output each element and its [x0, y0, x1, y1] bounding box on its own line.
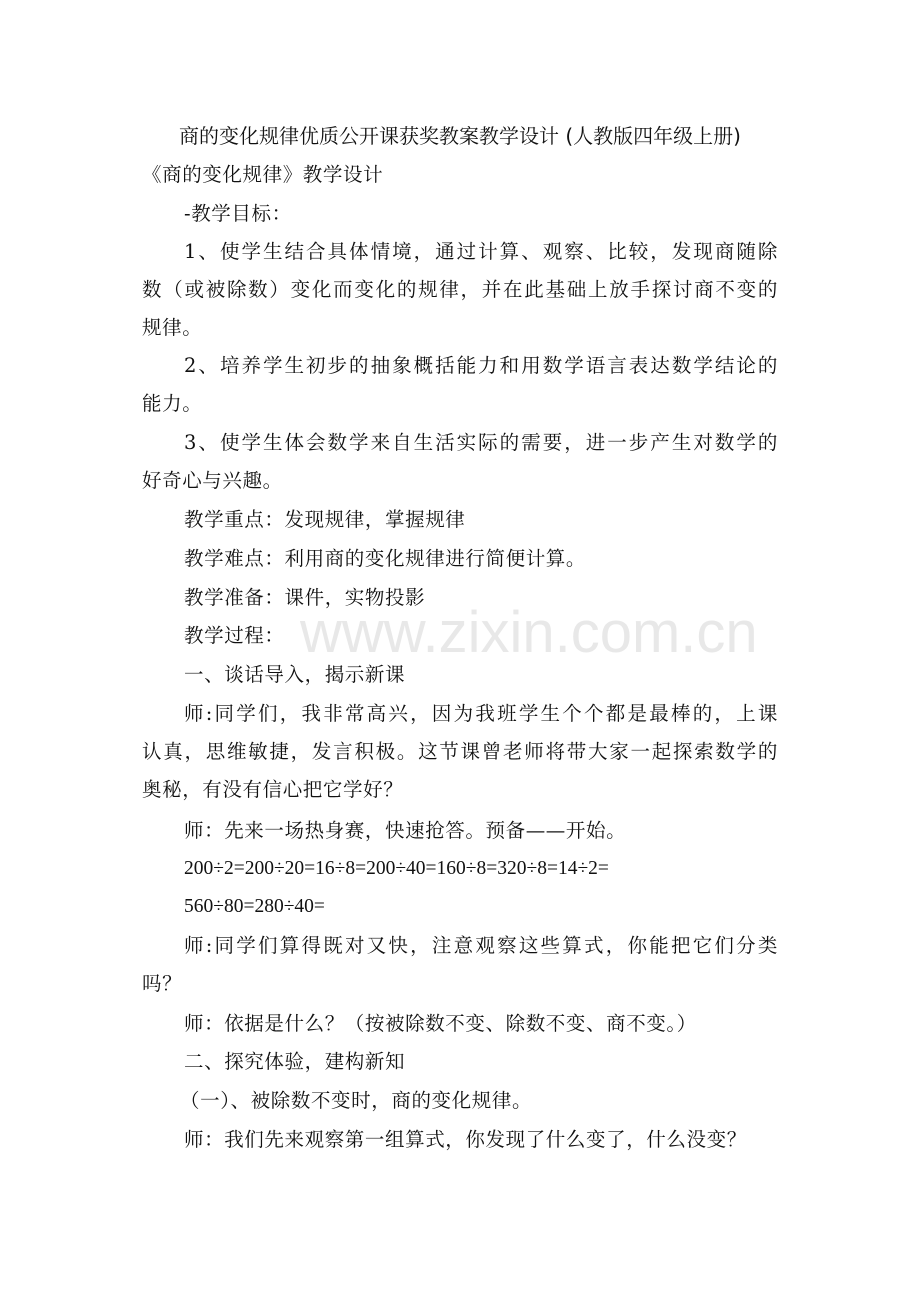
paragraph-line: 师:同学们算得既对又快，注意观察这些算式，你能把它们分类	[184, 934, 778, 957]
paragraph-line: 1、使学生结合具体情境，通过计算、观察、比较，发现商随除	[184, 240, 778, 263]
paragraph-line: 好奇心与兴趣。	[142, 469, 283, 492]
difficult-points-line: 教学难点：利用商的变化规律进行简便计算。	[184, 547, 587, 570]
preparation-line: 教学准备：课件，实物投影	[184, 586, 426, 609]
paragraph-line: 师：我们先来观察第一组算式，你发现了什么变了，什么没变？	[184, 1128, 747, 1151]
paragraph-line: 吗？	[142, 972, 183, 995]
paragraph-line: 3、使学生体会数学来自生活实际的需要，进一步产生对数学的	[184, 431, 778, 454]
document-title: 商的变化规律优质公开课获奖教案教学设计 (人教版四年级上册)	[179, 124, 741, 148]
objectives-heading: -教学目标：	[184, 202, 292, 225]
equation-line: 560÷80=280÷40=	[184, 896, 325, 917]
paragraph-line: 师：先来一场热身赛，快速抢答。预备——开始。	[184, 819, 627, 842]
paragraph-line: 奥秘，有没有信心把它学好？	[142, 778, 404, 801]
process-heading: 教学过程：	[184, 624, 285, 647]
paragraph-line: 师:同学们，我非常高兴，因为我班学生个个都是最棒的，上课	[184, 702, 778, 725]
subsection-heading: （一）、被除数不变时，商的变化规律。	[180, 1089, 533, 1112]
key-points-line: 教学重点：发现规律，掌握规律	[184, 508, 466, 531]
paragraph-line: 数（或被除数）变化而变化的规律，并在此基础上放手探讨商不变的	[142, 278, 778, 301]
paragraph-line: 2、培养学生初步的抽象概括能力和用数学语言表达数学结论的	[184, 354, 778, 377]
section-one-heading: 一、谈话导入，揭示新课	[184, 663, 406, 686]
section-heading: 《商的变化规律》教学设计	[142, 163, 384, 186]
paragraph-line: 规律。	[142, 316, 203, 339]
paragraph-line: 认真，思维敏捷，发言积极。这节课曾老师将带大家一起探索数学的	[142, 740, 778, 763]
equation-line: 200÷2=200÷20=16÷8=200÷40=160÷8=320÷8=14÷2=	[184, 858, 609, 879]
paragraph-line: 能力。	[142, 392, 203, 415]
section-two-heading: 二、探究体验，建构新知	[184, 1050, 406, 1073]
paragraph-line: 师：依据是什么？（按被除数不变、除数不变、商不变。）	[184, 1012, 697, 1035]
watermark: www.zixin.com.cn	[300, 600, 758, 665]
